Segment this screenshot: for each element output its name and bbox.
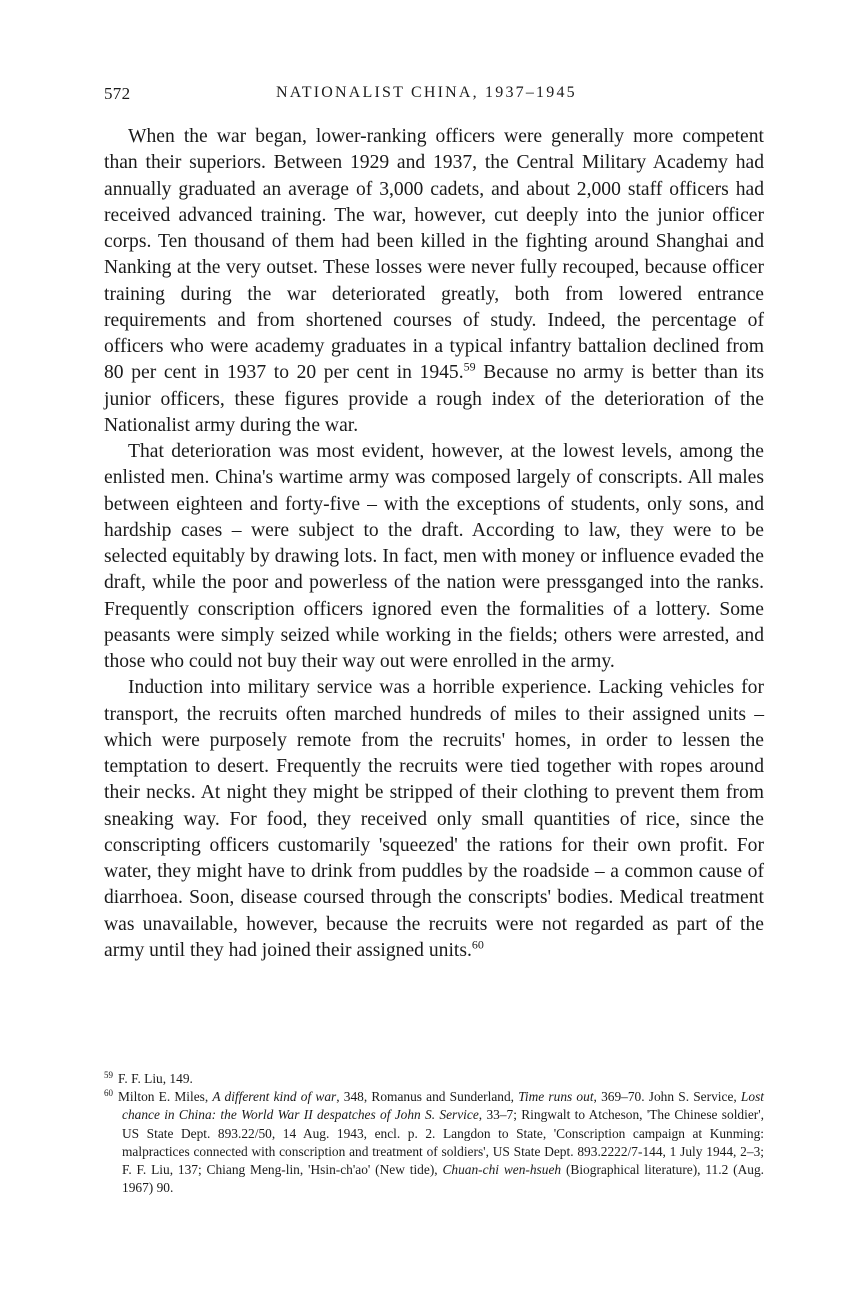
footnote-60-mark: 60 — [104, 1087, 113, 1098]
paragraph-1 — [104, 124, 764, 439]
running-title: NATIONALIST CHINA, 1937–1945 — [276, 84, 577, 101]
paragraph-3-text: Induction into military service was a horrible experience. Lacking vehicles for transport, the recruits often marched hundreds of miles to their assigned units – which were purposely remote from the recruits' homes, in order to lessen the temptation to desert. Frequently the recruits were tied together with ropes around their necks. At night they might be stripped of their clothing to prevent them from sneaking way. For food, they received only small quantities of rice, since the conscripting officers customarily 'squeezed' the rations for their own profit. For water, they might have to drink from puddles by the roadside – a common cause of diarrhoea. Soon, disease coursed through the conscripts' bodies. Medical treatment was unavailable, however, because the recruits were not regarded as part of the army until they had joined their assigned units. — [104, 677, 764, 961]
footnote-60-text-4: , 33–7; Ringwalt to Atcheson, 'The Chinese soldier', US State Dept. 893.22/50, 14 Aug. 1943, encl. p. 2. Langdon to State, 'Conscription campaign at Kunming: malpractices connected with conscription and treatment of soldiers', US State Dept. 893.2222/7-144, 1 July 1944, 2–3; F. F. Liu, 137; Chiang Meng-lin, 'Hsin-ch'ao' (New tide), — [122, 1107, 764, 1178]
footnote-ref-60: 60 — [471, 937, 484, 952]
running-head — [104, 84, 764, 114]
footnote-59-mark: 59 — [104, 1069, 113, 1080]
footnote-60 — [104, 1088, 764, 1197]
page-number: 572 — [104, 84, 131, 103]
footnote-60-title-3: Lost chance in China: the World War II despatches of John S. Service — [122, 1089, 764, 1123]
paragraph-3 — [104, 675, 764, 964]
footnote-ref-59: 59 — [463, 359, 476, 374]
footnote-60-text-5: (Biographical literature), 11.2 (Aug. 1967) 90. — [122, 1162, 765, 1196]
footnote-60-title-1: A different kind of war — [212, 1089, 337, 1105]
footnote-60-title-4: Chuan-chi wen-hsueh — [442, 1162, 562, 1178]
footnote-60-title-2: Time runs out — [518, 1089, 594, 1105]
body-text — [104, 124, 764, 964]
footnotes — [104, 1070, 764, 1197]
paragraph-2: That deterioration was most evident, however, at the lowest levels, among the enlisted men. China's wartime army was composed largely of conscripts. All males between eighteen and forty-five – with the exceptions of students, only sons, and hardship cases – were subject to the draft. According to law, they were to be selected equitably by drawing lots. In fact, men with money or influence evaded the draft, while the poor and powerless of the nation were pressganged into the ranks. Frequently conscription officers ignored even the formalities of a lottery. Some peasants were simply seized while working in the fields; others were arrested, and those who could not buy their way out were enrolled in the army. — [104, 441, 764, 672]
footnote-60-text-1: Milton E. Miles, — [118, 1089, 213, 1105]
paragraph-1-text-a: When the war began, lower-ranking officers were generally more competent than their superiors. Between 1929 and 1937, the Central Military Academy had annually graduated an average of 3,000 cadets, and about 2,000 staff officers had received advanced training. The war, however, cut deeply into the junior officer corps. Ten thousand of them had been killed in the fighting around Shanghai and Nanking at the very outset. These losses were never fully recouped, because officer training during the war deteriorated greatly, both from lowered entrance requirements and from shortened courses of study. Indeed, the percentage of officers who were academy graduates in a typical infantry battalion declined from 80 per cent in 1937 to 20 per cent in 1945. — [104, 126, 764, 384]
paragraph-1-text-b: Because no army is better than its junior officers, these figures provide a rough index of the deterioration of the Nationalist army during the war. — [104, 362, 764, 436]
footnote-60-text-3: , 369–70. John S. Service, — [593, 1089, 741, 1105]
footnote-60-text-2: , 348, Romanus and Sunderland, — [336, 1089, 519, 1105]
footnote-59 — [104, 1070, 764, 1088]
footnote-59-text: F. F. Liu, 149. — [118, 1071, 193, 1086]
